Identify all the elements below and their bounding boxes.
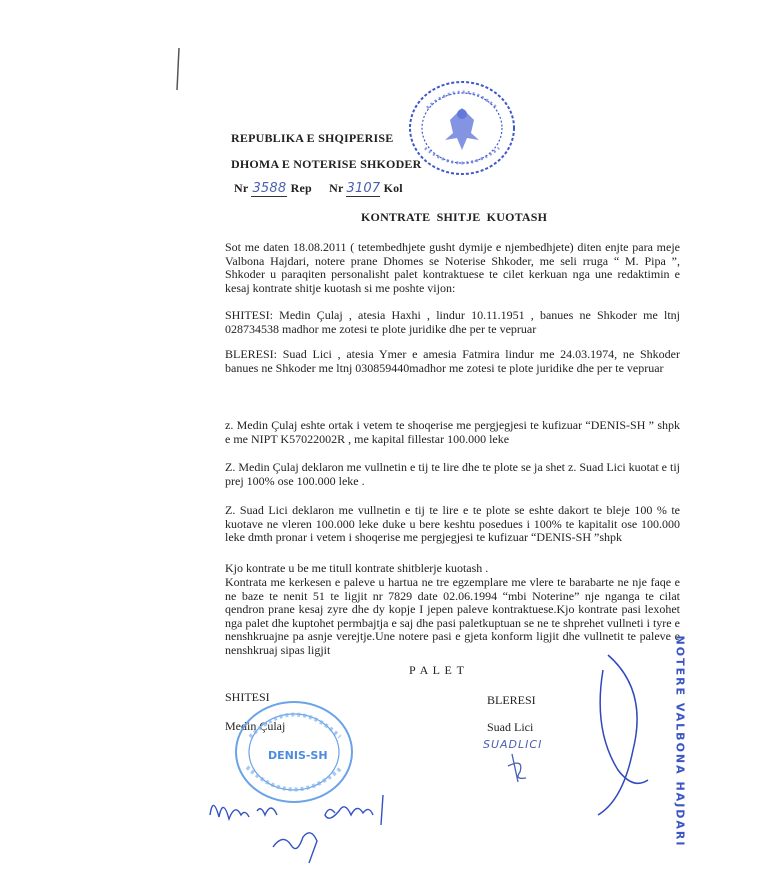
nr-label-2: Nr [329,181,344,195]
seller-label: SHITESI [225,690,270,704]
nr-label: Nr [234,181,249,195]
purchase-declaration-paragraph: Z. Suad Lici deklaron me vullnetin e tij te lire e te plote se eshte dakort te bleje 100 % te kuotave ne vleren 100.000 leke duke u bere keshtu posedues i 100% te kapitalit ose 100.000 leke dmth pronar i vetem i shoqerise me pergjegjesi te kufizuar “DENIS-SH ”shpk [225,503,680,544]
kol-label: Kol [383,181,403,195]
margin-pen-mark [170,45,190,95]
document-title: KONTRATE SHITJE KUOTASH [361,210,548,224]
contract-title-paragraph: Kjo kontrate u be me titull kontrate shitblerje kuotash . [225,561,489,575]
kol-number: 3107 [346,181,381,196]
notary-seal-top [405,78,520,178]
buyer-name: Suad Lici [487,720,534,734]
ownership-paragraph: z. Medin Çulaj eshte ortak i vetem te shoqerise me pergjegjesi te kufizuar “DENIS-SH ” shpk e me NIPT K57022002R , me kapital fillestar 100.000 leke [225,418,680,446]
buyer-handwritten-name: SUADLICI [483,738,543,751]
seller-paragraph: SHITESI: Medin Çulaj , atesia Haxhi , lindur 10.11.1951 , banues ne Shkoder me ltnj 028734538 madhor me zotesi te plote juridike dhe per te vepruar [225,308,680,336]
company-stamp-text: DENIS-SH [268,749,328,762]
closing-paragraph: Kontrata me kerkesen e paleve u hartua ne tre egzemplare me vlere te barabarte ne nje faqe e ne baze te nenit 51 te ligjit nr 7829 date 02.06.1994 “mbi Noterine” nje nganga te cilat qendron prane kesaj zyre dhe dy kopje I jepen paleve kontraktuese.Kjo kontrate pasi lexohet nga palet dhe kuptohet permbajtja e saj dhe pasi paletkuptuan se ne te shprehet vullneti i tyre e nenshkruajne pa asnje verejtje.Une notere pasi e gjeta konform ligjit dhe vullnetit te paleve e nenshkruaj sipas ligjit [225,575,680,657]
buyer-label: BLERESI [487,693,536,707]
intro-paragraph: Sot me daten 18.08.2011 ( tetembedhjete gusht dymije e njembedhjete) diten enjte para meje Valbona Hajdari, notere prane Dhomes se Noterise Shkoder, me seli rruga “ M. Pipa ”, Shkoder u paraqiten personalisht palet kontraktuese te cilet kerkuan nga une redaktimin e kesaj kontrate shitje kuotash si me poshte vijon: [225,240,680,295]
notary-stamp-text: NOTERE VALBONA HAJDARI [673,635,687,848]
registry-line [234,181,403,197]
rep-number: 3588 [252,181,287,196]
notary-signature [588,650,663,820]
republic-heading: REPUBLIKA E SHQIPERISE [231,131,394,145]
buyer-paragraph: BLERESI: Suad Lici , atesia Ymer e amesia Fatmira lindur me 24.03.1974, ne Shkoder banues ne Shkoder me ltnj 030859440madhor me zotesi te plote juridike dhe per te vepruar [225,347,680,375]
seller-signature [205,775,415,865]
seller-name: Medin Çulaj [225,719,286,733]
rep-label: Rep [290,181,312,195]
buyer-signature [500,752,540,787]
parties-heading: P A L E T [409,663,465,677]
sale-declaration-paragraph: Z. Medin Çulaj deklaron me vullnetin e tij te lire dhe te plote se ja shet z. Suad Lici kuotat e tij prej 100% ose 100.000 leke . [225,460,680,488]
chamber-heading: DHOMA E NOTERISE SHKODER [231,157,422,171]
